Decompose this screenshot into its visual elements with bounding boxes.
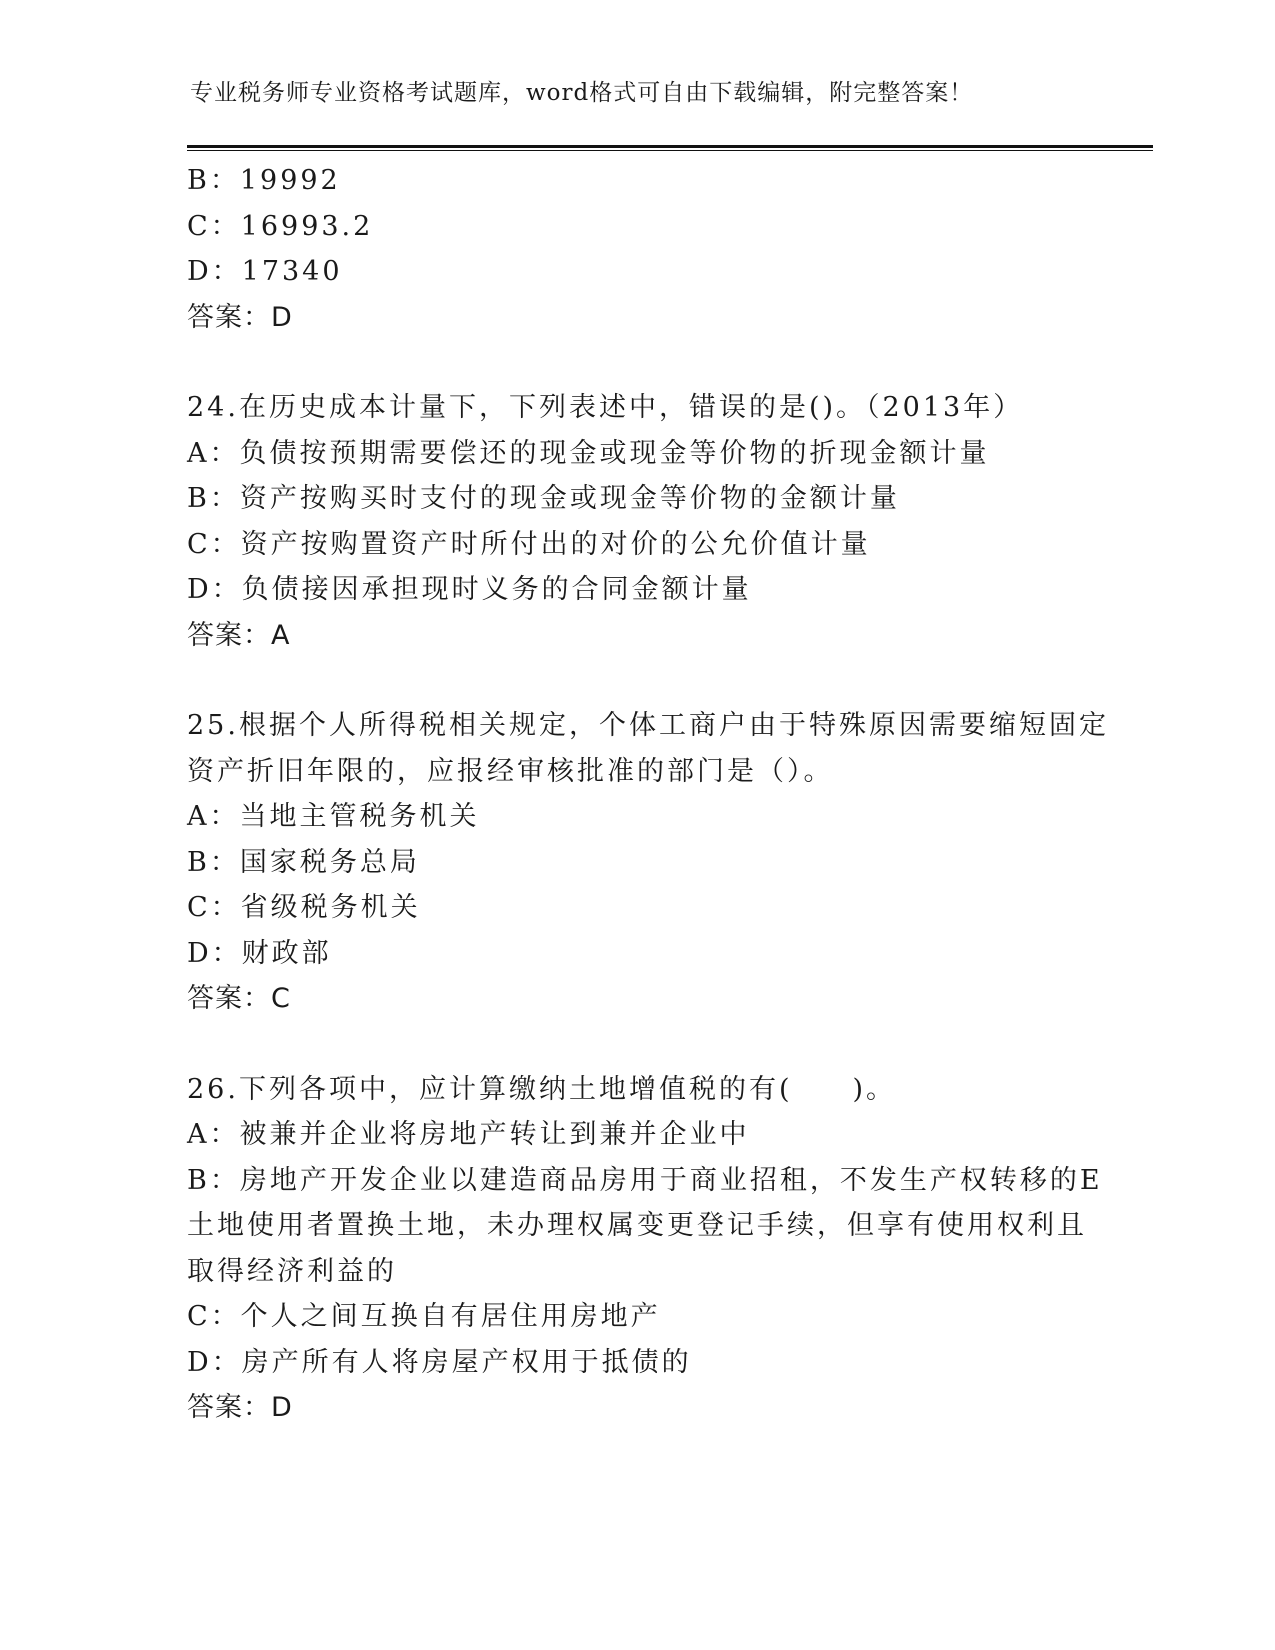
option-b: B：国家税务总局 — [187, 846, 420, 878]
question-25 — [187, 703, 1109, 1022]
option-a: A：负债按预期需要偿还的现金或现金等价物的折现金额计量 — [187, 437, 990, 469]
option-b: B：19992 — [187, 165, 341, 196]
answer-line: 答案：C — [187, 983, 291, 1014]
option-b-continued: 取得经济利益的 — [187, 1255, 397, 1287]
question-24 — [187, 385, 1087, 658]
header-rule-thick — [187, 145, 1153, 148]
answer-line: 答案：D — [187, 301, 293, 333]
option-d: D：17340 — [187, 256, 343, 287]
option-b-continued: 土地使用者置换土地，未办理权属变更登记手续，但享有使用权利且 — [187, 1210, 1087, 1241]
option-d: D：房产所有人将房屋产权用于抵债的 — [187, 1346, 692, 1378]
option-a: A：当地主管税务机关 — [187, 801, 480, 832]
option-c: C：个人之间互换自有居住用房地产 — [187, 1301, 661, 1332]
question-content — [187, 158, 1109, 1431]
answer-line: 答案：D — [187, 1392, 293, 1423]
option-c: C：省级税务机关 — [187, 892, 421, 923]
question-stem: 26.下列各项中，应计算缴纳土地增值税的有( )。 — [187, 1073, 897, 1105]
option-b: B：房地产开发企业以建造商品房用于商业招租，不发生产权转移的E — [187, 1164, 1103, 1196]
question-stem: 24.在历史成本计量下，下列表述中，错误的是()。（2013年） — [187, 392, 1024, 423]
option-c: C：资产按购置资产时所付出的对价的公允价值计量 — [187, 528, 871, 560]
option-d: D：财政部 — [187, 937, 332, 969]
question-stem: 25.根据个人所得税相关规定，个体工商户由于特殊原因需要缩短固定 — [187, 710, 1109, 741]
header-rule-thin — [187, 150, 1153, 151]
option-d: D：负债接因承担现时义务的合同金额计量 — [187, 574, 752, 605]
option-c: C：16993.2 — [187, 210, 374, 242]
question-26 — [187, 1067, 1103, 1431]
option-a: A：被兼并企业将房地产转让到兼并企业中 — [187, 1119, 750, 1150]
answer-line: 答案：A — [187, 619, 291, 651]
question-stem-continued: 资产折旧年限的，应报经审核批准的部门是（）。 — [187, 755, 834, 787]
page-header: 专业税务师专业资格考试题库，word格式可自由下载编辑，附完整答案！ — [190, 80, 974, 106]
prev-question-block — [187, 158, 1087, 340]
option-b: B：资产按购买时支付的现金或现金等价物的金额计量 — [187, 483, 900, 514]
